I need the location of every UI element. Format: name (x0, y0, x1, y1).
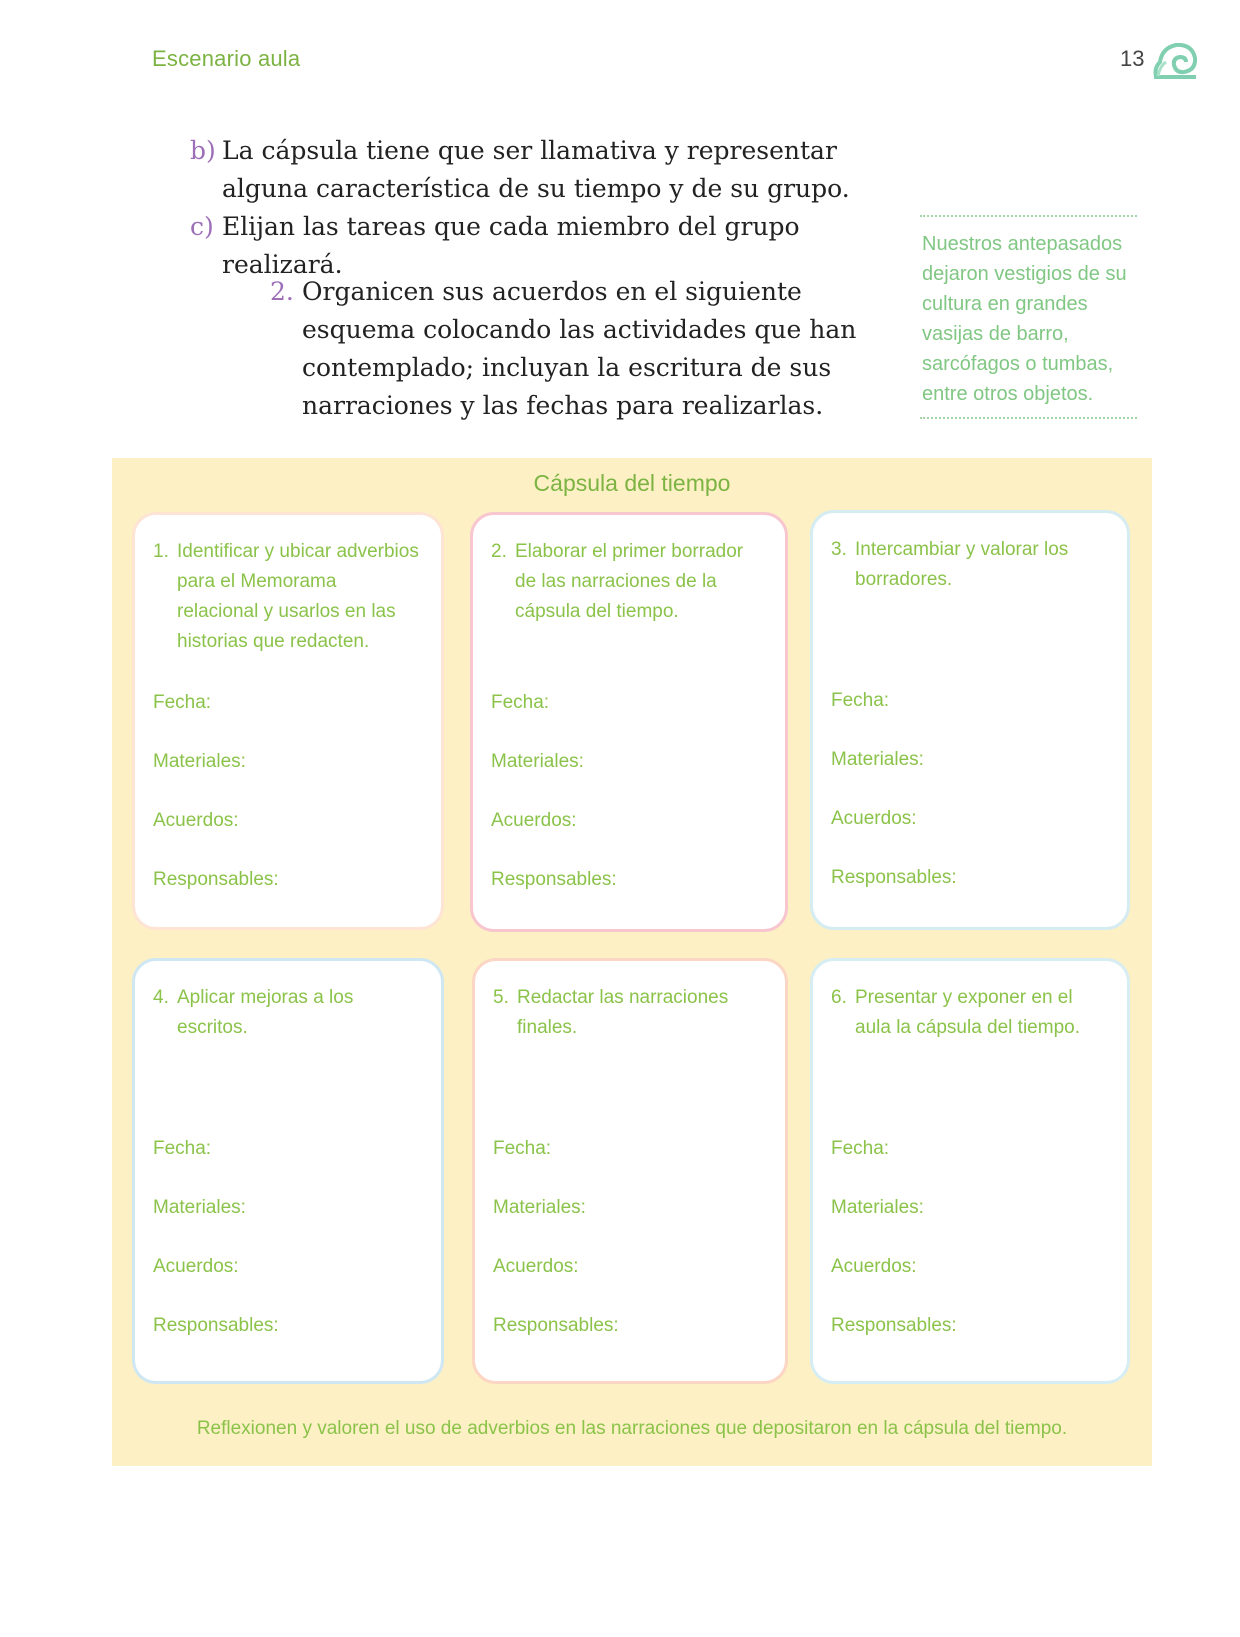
date-field[interactable]: Fecha: (153, 1138, 212, 1159)
list-marker: c) (190, 212, 214, 241)
field-list (831, 1137, 957, 1373)
task-card-6 (810, 958, 1130, 1384)
panel-title: Cápsula del tiempo (533, 470, 731, 496)
task-card-2 (470, 512, 788, 932)
task-card-1 (132, 512, 444, 930)
task-text: Presentar y exponer en el aula la cápsula del tiempo. (855, 987, 1080, 1038)
responsible-field[interactable]: Responsables: (153, 1315, 279, 1336)
task-text: Identificar y ubicar adverbios para el Memorama relacional y usarlos en las historias que redacten. (177, 541, 419, 652)
field-list (493, 1137, 619, 1373)
responsible-field[interactable]: Responsables: (491, 869, 617, 890)
task-number: 2. (491, 541, 507, 562)
date-field[interactable]: Fecha: (493, 1138, 552, 1159)
responsible-field[interactable]: Responsables: (831, 1315, 957, 1336)
date-field[interactable]: Fecha: (153, 692, 212, 713)
responsible-field[interactable]: Responsables: (493, 1315, 619, 1336)
agreements-field[interactable]: Acuerdos: (491, 810, 577, 831)
task-description (153, 983, 423, 1133)
list-marker: b) (190, 136, 216, 165)
agreements-field[interactable]: Acuerdos: (153, 810, 239, 831)
agreements-field[interactable]: Acuerdos: (493, 1256, 579, 1277)
list-item-text: La cápsula tiene que ser llamativa y representar alguna característica de su tiempo y de su grupo. (222, 136, 850, 203)
field-list (831, 689, 957, 925)
task-number: 6. (831, 987, 847, 1008)
section-title: Escenario aula (152, 46, 301, 71)
step-number: 2. (270, 277, 294, 306)
task-number: 3. (831, 539, 847, 560)
responsible-field[interactable]: Responsables: (831, 867, 957, 888)
side-note: Nuestros antepasados dejaron vestigios de su cultura en grandes vasijas de barro, sarcófagos o tumbas, entre otros objetos. (920, 215, 1137, 419)
task-text: Redactar las narraciones finales. (517, 987, 729, 1038)
agreements-field[interactable]: Acuerdos: (831, 1256, 917, 1277)
task-description (491, 537, 767, 687)
field-list (153, 1137, 279, 1373)
date-field[interactable]: Fecha: (831, 690, 890, 711)
list-item (190, 132, 850, 208)
capsule-panel (112, 458, 1152, 1466)
task-description (831, 983, 1109, 1133)
responsible-field[interactable]: Responsables: (153, 869, 279, 890)
materials-field[interactable]: Materiales: (831, 1197, 924, 1218)
snail-icon (1152, 40, 1198, 80)
materials-field[interactable]: Materiales: (493, 1197, 586, 1218)
step-instruction (270, 273, 870, 425)
page-number: 13 (1120, 46, 1145, 71)
task-number: 1. (153, 541, 169, 562)
materials-field[interactable]: Materiales: (831, 749, 924, 770)
task-description (831, 535, 1109, 685)
field-list (491, 691, 617, 927)
task-number: 4. (153, 987, 169, 1008)
date-field[interactable]: Fecha: (491, 692, 550, 713)
step-text: Organicen sus acuerdos en el siguiente esquema colocando las actividades que han contemplado; incluyan la escritura de sus narraciones y las fechas para realizarlas. (302, 277, 857, 420)
task-description (153, 537, 423, 687)
task-card-3 (810, 510, 1130, 930)
reflection-note: Reflexionen y valoren el uso de adverbios en las narraciones que depositaron en la cápsula del tiempo. (196, 1418, 1068, 1439)
date-field[interactable]: Fecha: (831, 1138, 890, 1159)
materials-field[interactable]: Materiales: (491, 751, 584, 772)
task-text: Elaborar el primer borrador de las narraciones de la cápsula del tiempo. (515, 541, 744, 622)
agreements-field[interactable]: Acuerdos: (153, 1256, 239, 1277)
task-text: Intercambiar y valorar los borradores. (855, 539, 1069, 590)
materials-field[interactable]: Materiales: (153, 1197, 246, 1218)
task-description (493, 983, 767, 1133)
field-list (153, 691, 279, 927)
task-card-5 (472, 958, 788, 1384)
list-item-text: Elijan las tareas que cada miembro del grupo realizará. (222, 212, 800, 279)
materials-field[interactable]: Materiales: (153, 751, 246, 772)
agreements-field[interactable]: Acuerdos: (831, 808, 917, 829)
task-number: 5. (493, 987, 509, 1008)
task-card-4 (132, 958, 444, 1384)
task-text: Aplicar mejoras a los escritos. (177, 987, 354, 1038)
instruction-list (190, 132, 850, 284)
